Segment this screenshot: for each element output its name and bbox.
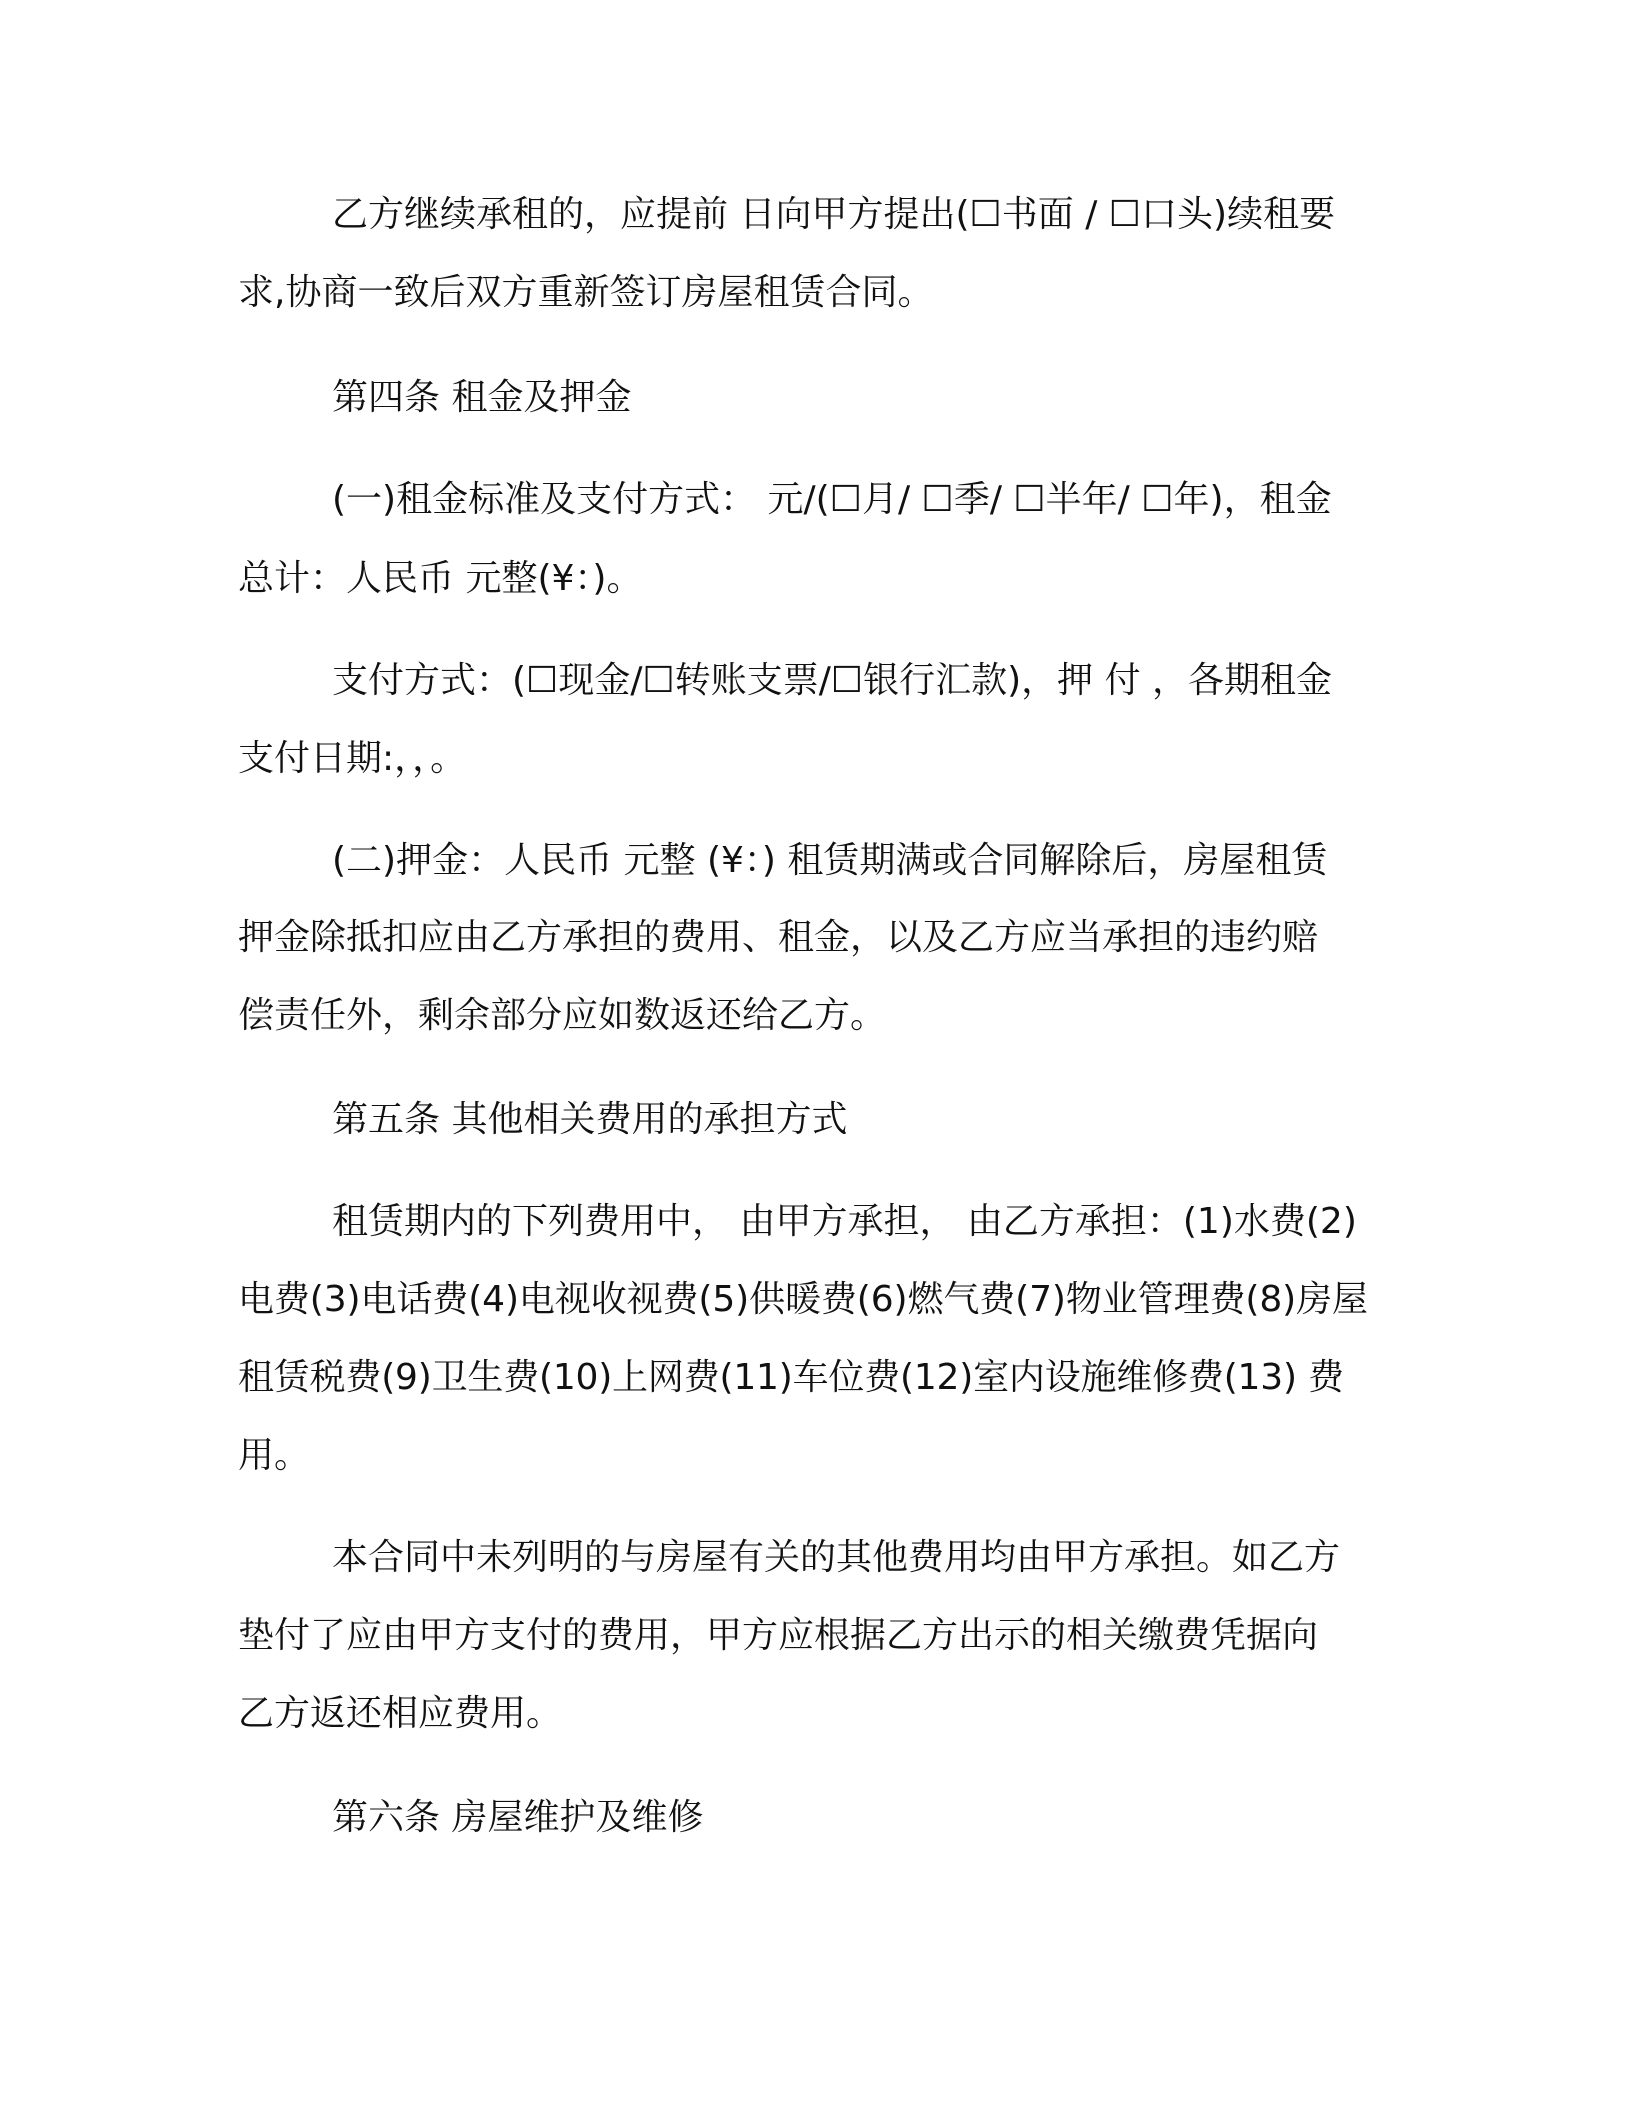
section-4-heading: 第四条 租金及押金 <box>332 377 632 418</box>
paragraph-7-line-2: 电费(3)电话费(4)电视收视费(5)供暖费(6)燃气费(7)物业管理费(8)房屋 <box>238 1279 1368 1320</box>
paragraph-5-line-1: (二)押金：人民币 元整 (¥：) 租赁期满或合同解除后，房屋租赁 <box>332 840 1328 881</box>
paragraph-7-line-1: 租赁期内的下列费用中， 由甲方承担， 由乙方承担：(1)水费(2) <box>332 1201 1357 1242</box>
paragraph-7-line-4: 用。 <box>238 1435 311 1476</box>
paragraph-3-line-1: (一)租金标准及支付方式： 元/(☐月/ ☐季/ ☐半年/ ☐年)，租金 <box>332 479 1332 520</box>
paragraph-1-line-2: 求,协商一致后双方重新签订房屋租赁合同。 <box>238 272 934 313</box>
paragraph-5-line-2: 押金除抵扣应由乙方承担的费用、租金，以及乙方应当承担的违约赔 <box>238 917 1319 958</box>
paragraph-8-line-2: 垫付了应由甲方支付的费用，甲方应根据乙方出示的相关缴费凭据向 <box>238 1615 1319 1656</box>
paragraph-1-line-1: 乙方继续承租的，应提前 日向甲方提出(☐书面 / ☐口头)续租要 <box>332 194 1336 235</box>
paragraph-7-line-3: 租赁税费(9)卫生费(10)上网费(11)车位费(12)室内设施维修费(13) 费 <box>238 1357 1344 1398</box>
paragraph-5-line-3: 偿责任外，剩余部分应如数返还给乙方。 <box>238 995 887 1036</box>
paragraph-8-line-1: 本合同中未列明的与房屋有关的其他费用均由甲方承担。如乙方 <box>332 1537 1341 1578</box>
section-5-heading: 第五条 其他相关费用的承担方式 <box>332 1099 848 1140</box>
section-6-heading: 第六条 房屋维护及维修 <box>332 1797 704 1838</box>
paragraph-8-line-3: 乙方返还相应费用。 <box>238 1693 563 1734</box>
paragraph-4-line-2: 支付日期:，，。 <box>238 738 467 779</box>
paragraph-3-line-2: 总计：人民币 元整(¥：)。 <box>238 558 643 599</box>
paragraph-4-line-1: 支付方式：(☐现金/☐转账支票/☐银行汇款)，押 付 ，各期租金 <box>332 660 1333 701</box>
